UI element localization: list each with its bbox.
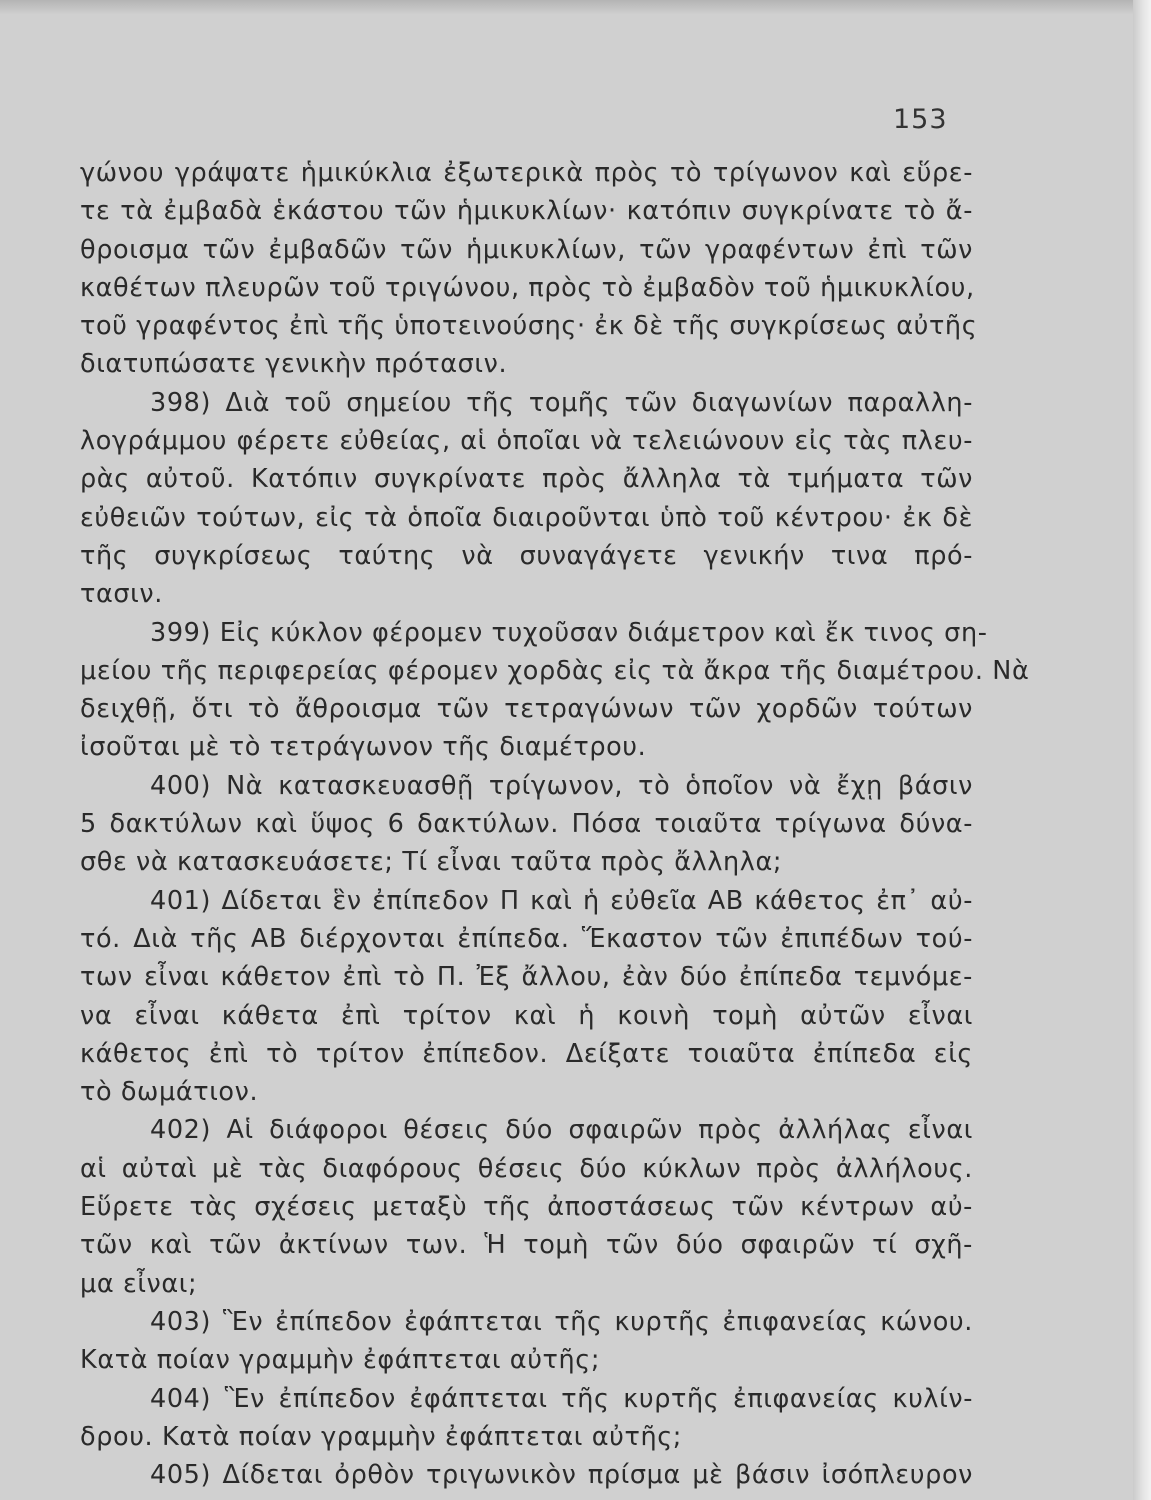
- exercise-401-start: 401) Δίδεται ἓν ἐπίπεδον Π καὶ ἡ εὐθεῖα ΑΒ κάθετος ἐπ᾽ αὐ-: [150, 885, 973, 916]
- text-line: Κατὰ ποίαν γραμμὴν ἐφάπτεται αὐτῆς;: [80, 1345, 601, 1376]
- text-line: να εἶναι κάθετα ἐπὶ τρίτον καὶ ἡ κοινὴ τομὴ αὐτῶν εἶναι: [80, 1000, 973, 1031]
- exercise-398-start: 398) Διὰ τοῦ σημείου τῆς τομῆς τῶν διαγωνίων παραλλη-: [150, 387, 973, 418]
- page-top-edge: [0, 0, 1151, 14]
- text-line: διατυπώσατε γενικὴν πρότασιν.: [80, 349, 508, 380]
- text-line: θροισμα τῶν ἐμβαδῶν τῶν ἡμικυκλίων, τῶν γραφέντων ἐπὶ τῶν: [80, 234, 973, 265]
- text-line: δρου. Κατὰ ποίαν γραμμὴν ἐφάπτεται αὐτῆς;: [80, 1421, 682, 1452]
- text-line: ἰσοῦται μὲ τὸ τετράγωνον τῆς διαμέτρου.: [80, 732, 647, 763]
- exercise-403-start: 403) Ἓν ἐπίπεδον ἐφάπτεται τῆς κυρτῆς ἐπιφανείας κώνου.: [150, 1306, 973, 1337]
- text-line: τῆς συγκρίσεως ταύτης νὰ συναγάγετε γενικήν τινα πρό-: [80, 540, 973, 571]
- text-line: τοῦ γραφέντος ἐπὶ τῆς ὑποτεινούσης· ἐκ δὲ τῆς συγκρίσεως αὐτῆς: [80, 311, 978, 342]
- text-line: σθε νὰ κατασκευάσετε; Τί εἶναι ταῦτα πρὸς ἄλληλα;: [80, 847, 783, 878]
- page-right-edge: [1133, 0, 1151, 1500]
- text-line: Εὕρετε τὰς σχέσεις μεταξὺ τῆς ἀποστάσεως τῶν κέντρων αὐ-: [80, 1192, 973, 1223]
- text-line: καθέτων πλευρῶν τοῦ τριγώνου, πρὸς τὸ ἐμβαδὸν τοῦ ἡμικυκλίου,: [80, 272, 975, 303]
- text-line: κάθετος ἐπὶ τὸ τρίτον ἐπίπεδον. Δείξατε τοιαῦτα ἐπίπεδα εἰς: [80, 1038, 973, 1069]
- text-line: μείου τῆς περιφερείας φέρομεν χορδὰς εἰς τὰ ἄκρα τῆς διαμέτρου. Νὰ: [80, 655, 1030, 686]
- text-line: ρὰς αὐτοῦ. Κατόπιν συγκρίνατε πρὸς ἄλληλα τὰ τμήματα τῶν: [80, 464, 973, 495]
- page-number: 153: [893, 104, 948, 135]
- exercise-404-start: 404) Ἓν ἐπίπεδον ἐφάπτεται τῆς κυρτῆς ἐπιφανείας κυλίν-: [150, 1383, 973, 1414]
- exercise-405-start: 405) Δίδεται ὀρθὸν τριγωνικὸν πρίσμα μὲ βάσιν ἰσόπλευρον: [150, 1460, 973, 1491]
- text-line: τῶν καὶ τῶν ἀκτίνων των. Ἡ τομὴ τῶν δύο σφαιρῶν τί σχῆ-: [80, 1230, 973, 1261]
- text-line: γώνου γράψατε ἡμικύκλια ἐξωτερικὰ πρὸς τὸ τρίγωνον καὶ εὕρε-: [80, 158, 973, 188]
- text-line: τό. Διὰ τῆς ΑΒ διέρχονται ἐπίπεδα. Ἕκαστον τῶν ἐπιπέδων τού-: [80, 923, 973, 954]
- text-line: δειχθῇ, ὅτι τὸ ἄθροισμα τῶν τετραγώνων τῶν χορδῶν τούτων: [80, 694, 973, 725]
- text-line: εὐθειῶν τούτων, εἰς τὰ ὁποῖα διαιροῦνται ὑπὸ τοῦ κέντρου· ἐκ δὲ: [80, 502, 973, 533]
- text-line: λογράμμου φέρετε εὐθείας, αἱ ὁποῖαι νὰ τελειώνουν εἰς τὰς πλευ-: [80, 426, 973, 457]
- exercise-402-start: 402) Αἱ διάφοροι θέσεις δύο σφαιρῶν πρὸς ἀλλήλας εἶναι: [150, 1115, 973, 1146]
- text-line: 5 δακτύλων καὶ ὕψος 6 δακτύλων. Πόσα τοιαῦτα τρίγωνα δύνα-: [80, 809, 973, 840]
- text-line: τασιν.: [80, 579, 163, 610]
- exercise-399-start: 399) Εἰς κύκλον φέρομεν τυχοῦσαν διάμετρον καὶ ἔκ τινος ση-: [150, 617, 988, 648]
- text-line: μα εἶναι;: [80, 1268, 198, 1299]
- text-line: τὸ δωμάτιον.: [80, 1077, 259, 1108]
- body-text: [80, 154, 1030, 1494]
- exercise-400-start: 400) Νὰ κατασκευασθῇ τρίγωνον, τὸ ὁποῖον νὰ ἔχῃ βάσιν: [150, 770, 973, 801]
- text-line: των εἶναι κάθετον ἐπὶ τὸ Π. Ἐξ ἄλλου, ἐὰν δύο ἐπίπεδα τεμνόμε-: [80, 962, 973, 993]
- text-line: τε τὰ ἐμβαδὰ ἑκάστου τῶν ἡμικυκλίων· κατόπιν συγκρίνατε τὸ ἄ-: [80, 196, 973, 227]
- text-line: αἱ αὐταὶ μὲ τὰς διαφόρους θέσεις δύο κύκλων πρὸς ἀλλήλους.: [80, 1153, 973, 1184]
